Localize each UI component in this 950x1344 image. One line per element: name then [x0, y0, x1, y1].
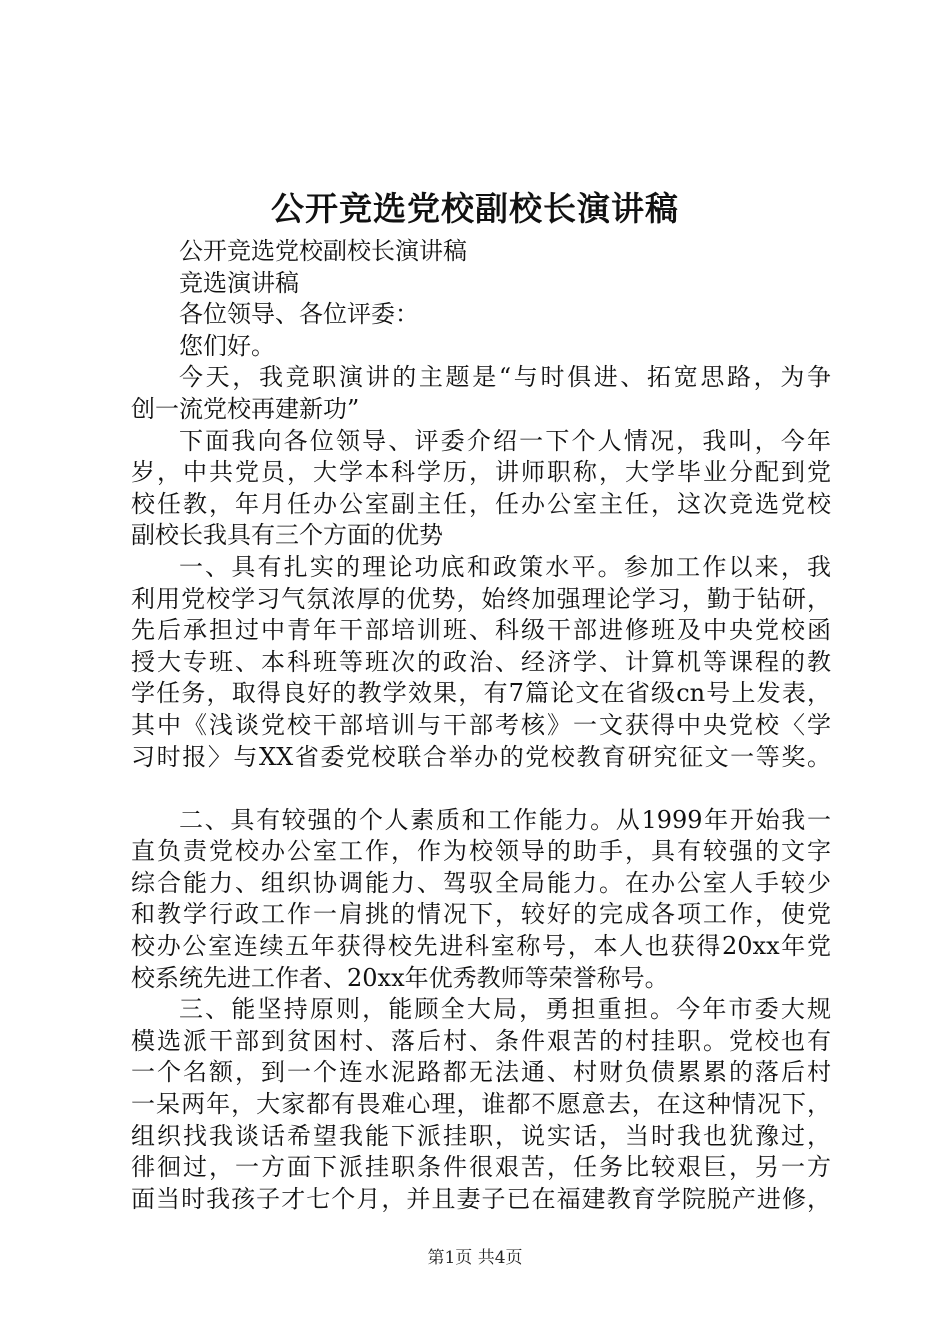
paragraph-line: 校系统先进工作者、20xx年优秀教师等荣誉称号。 [131, 963, 669, 992]
paragraph-line: 一个名额，到一个连水泥路都无法通、村财负债累累的落后村 [131, 1058, 831, 1087]
paragraph-line: 组织找我谈话希望我能下派挂职，说实话，当时我也犹豫过， [131, 1121, 831, 1150]
page-footer: 第1页 共4页 [427, 1248, 523, 1268]
paragraph-line: 各位领导、各位评委： [179, 300, 419, 329]
paragraph-line: 今天，我竞职演讲的主题是“与时俱进、拓宽思路，为争 [179, 363, 831, 392]
paragraph-line: 授大专班、本科班等班次的政治、经济学、计算机等课程的教 [131, 647, 831, 676]
paragraph-line: 模选派干部到贫困村、落后村、条件艰苦的村挂职。党校也有 [131, 1026, 831, 1055]
paragraph-line: 面当时我孩子才七个月，并且妻子已在福建教育学院脱产进修， [131, 1184, 831, 1213]
paragraph-line: 一、具有扎实的理论功底和政策水平。参加工作以来，我 [179, 552, 831, 581]
paragraph-line: 校任教，年月任办公室副主任，任办公室主任，这次竞选党校 [131, 489, 831, 518]
paragraph-line: 习时报〉与XX省委党校联合举办的党校教育研究征文一等奖。 [131, 742, 831, 771]
paragraph-line: 三、能坚持原则，能顾全大局，勇担重担。今年市委大规 [179, 995, 831, 1024]
paragraph-line: 下面我向各位领导、评委介绍一下个人情况，我叫，今年 [179, 426, 831, 455]
paragraph-line: 竞选演讲稿 [179, 268, 299, 297]
paragraph-gap [131, 773, 831, 805]
paragraph-line: 和教学行政工作一肩挑的情况下，较好的完成各项工作，使党 [131, 900, 831, 929]
paragraph-line: 您们好。 [179, 331, 275, 360]
paragraph-line: 副校长我具有三个方面的优势 [131, 521, 443, 550]
paragraph-line: 校办公室连续五年获得校先进科室称号，本人也获得20xx年党 [131, 932, 831, 961]
paragraph-line: 先后承担过中青年干部培训班、科级干部进修班及中央党校函 [131, 616, 831, 645]
paragraph-line: 学任务，取得良好的教学效果，有7篇论文在省级cn号上发表， [131, 679, 831, 708]
paragraph-line: 公开竞选党校副校长演讲稿 [179, 237, 467, 265]
paragraph-line: 创一流党校再建新功” [131, 394, 360, 423]
paragraph-line: 直负责党校办公室工作，作为校领导的助手，具有较强的文字 [131, 837, 831, 866]
document-body [131, 236, 831, 1215]
paragraph-line: 综合能力、组织协调能力、驾驭全局能力。在办公室人手较少 [131, 868, 831, 897]
paragraph-line: 岁，中共党员，大学本科学历，讲师职称，大学毕业分配到党 [131, 458, 831, 487]
paragraph-line: 一呆两年，大家都有畏难心理，谁都不愿意去，在这种情况下， [131, 1090, 831, 1119]
paragraph-line: 其中《浅谈党校干部培训与干部考核》一文获得中央党校〈学 [131, 710, 831, 739]
paragraph-line: 徘徊过，一方面下派挂职条件很艰苦，任务比较艰巨，另一方 [131, 1153, 831, 1182]
paragraph-line: 利用党校学习气氛浓厚的优势，始终加强理论学习，勤于钻研， [131, 584, 831, 613]
document-title: 公开竞选党校副校长演讲稿 [271, 189, 679, 228]
paragraph-line: 二、具有较强的个人素质和工作能力。从1999年开始我一 [179, 805, 831, 834]
